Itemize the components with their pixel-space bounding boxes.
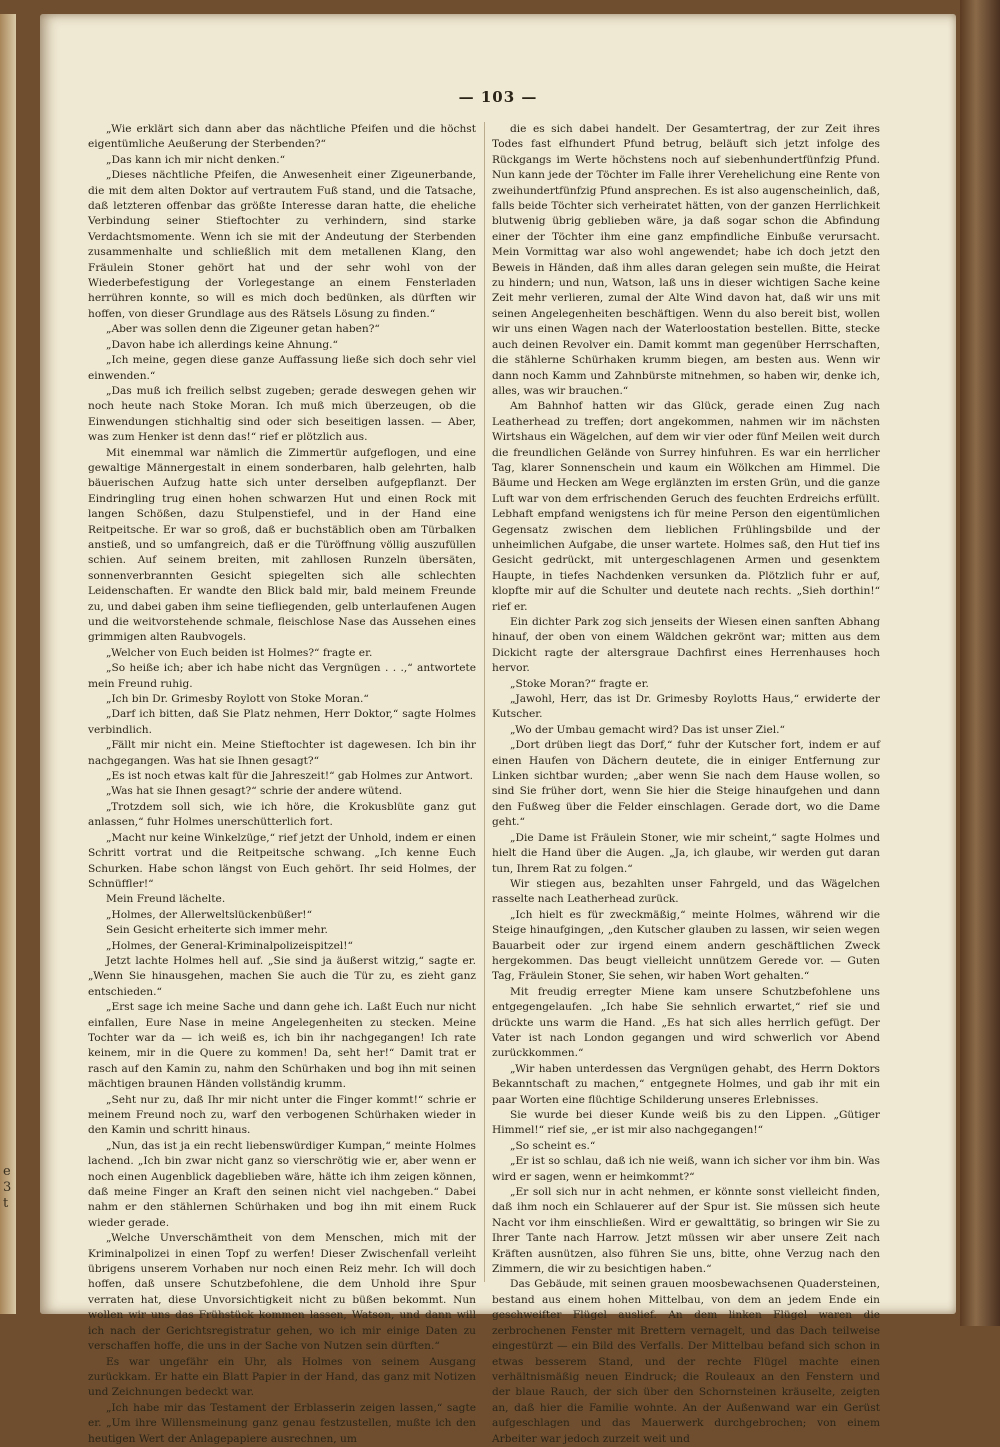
paragraph: Mit freudig erregter Miene kam unsere Schutzbefohlene uns entgegengelaufen. „Ich habe Sie sehnlich erwartet,“ rief sie und drückte uns warm die Hand. „Es hat sich alles herrlich gefügt. Der Vater ist nach London gegangen und wird schwerlich vor Abend zurückkommen.“ [492, 985, 880, 1060]
paragraph: „Darf ich bitten, daß Sie Platz nehmen, Herr Doktor,“ sagte Holmes verbindlich. [88, 708, 476, 736]
paragraph: „Davon habe ich allerdings keine Ahnung.“ [106, 338, 338, 351]
gutter-strip [0, 14, 16, 1314]
paragraph: „Ich bin Dr. Grimesby Roylott von Stoke Moran.“ [106, 693, 369, 706]
gutter-letter: t [3, 1196, 9, 1211]
paragraph: „Holmes, der General-Kriminalpolizeispitzel!“ [106, 939, 353, 952]
paragraph: „Erst sage ich meine Sache und dann gehe ich. Laßt Euch nur nicht einfallen, Eure Nase in meine Angelegenheiten zu stecken. Meine Tochter war da — ich weiß es, ich bin ihr nachgegangen! Ich rate keinem, mir in die Quere zu kommen! Da, seht her!“ Damit trat er rasch auf den Kamin zu, nahm den Schürhaken und bog ihn mit seinen mächtigen braunen Händen vollständig krumm. [88, 1001, 476, 1091]
paragraph: Mein Freund lächelte. [106, 893, 226, 906]
paragraph: „Aber was sollen denn die Zigeuner getan haben?“ [106, 323, 380, 336]
paragraph: „Fällt mir nicht ein. Meine Stieftochter ist dagewesen. Ich bin ihr nachgegangen. Was hat sie Ihnen gesagt?“ [88, 739, 476, 767]
paragraph: „Die Dame ist Fräulein Stoner, wie mir scheint,“ sagte Holmes und hielt die Hand über die Augen. „Ja, ich glaube, wir werden gut daran tun, Ihrem Rat zu folgen.“ [492, 831, 880, 875]
paragraph: Wir stiegen aus, bezahlten unser Fahrgeld, und das Wägelchen rasselte nach Leatherhead zurück. [492, 877, 880, 906]
paragraph: Am Bahnhof hatten wir das Glück, gerade einen Zug nach Leatherhead zu treffen; dort angekommen, nahmen wir im nächsten Wirtshaus ein Wägelchen, auf dem wir vier oder fünf Meilen weit durch die freundlichen Gelände von Surrey hinfuhren. Es war ein herrlicher Tag, klarer Sonnenschein und kaum ein Wölkchen am Himmel. Die Bäume und Hecken am Wege erglänzten im ersten Grün, und die ganze Luft war von dem erfrischenden Geruch des feuchten Erdreichs erfüllt. Lebhaft empfand wenigstens ich für meine Person den eigentümlichen Gegensatz zwischen dem lieblichen Frühlingsbilde und der unheimlichen Aufgabe, die unser wartete. Holmes saß, den Hut tief ins Gesicht gedrückt, mit untergeschlagenen Armen und gesenktem Haupte, in tiefes Nachdenken versunken da. Plötzlich fuhr er auf, klopfte mir auf die Schulter und deutete nach rechts. „Sieh dorthin!“ rief er. [492, 400, 880, 613]
paragraph: „Jawohl, Herr, das ist Dr. Grimesby Roylotts Haus,“ erwiderte der Kutscher. [492, 693, 880, 721]
paragraph: Das Gebäude, mit seinen grauen moosbewachsenen Quadersteinen, bestand aus einem hohen Mittelbau, von dem an jedem Ende ein geschweifter Flügel auslief. An dem linken Flügel waren die zerbrochenen Fenster mit Brettern vernagelt, und das Dach teilweise eingestürzt — ein Bild des Verfalls. Der Mittelbau befand sich schon in etwas besserem Stand, und der rechte Flügel machte einen verhältnismäßig neuen Eindruck; die Rouleaux an den Fenstern und der blaue Rauch, der sich über den Schornsteinen kräuselte, zeigten an, daß hier die Familie wohnte. An der Außenwand war ein Gerüst aufgeschlagen und das Mauerwerk durchgebrochen; von einem Arbeiter war jedoch zurzeit weit und [492, 1278, 880, 1445]
paragraph: „Was hat sie Ihnen gesagt?“ schrie der andere wütend. [106, 785, 403, 798]
book-page [40, 14, 956, 1445]
left-column [88, 122, 476, 1445]
paragraph: Sein Gesicht erheiterte sich immer mehr. [106, 924, 328, 937]
paragraph: „Welcher von Euch beiden ist Holmes?“ fragte er. [106, 646, 373, 659]
paragraph: Ein dichter Park zog sich jenseits der Wiesen einen sanften Abhang hinauf, der oben von einem Wäldchen gekrönt war; mitten aus dem Dickicht ragte der altersgraue Dachfirst eines Herrenhauses hoch hervor. [492, 616, 880, 675]
paragraph: „Ich hielt es für zweckmäßig,“ meinte Holmes, während wir die Steige hinaufgingen, „den Kutscher glauben zu lassen, wir seien wegen Bauarbeit oder zur irgend einem andern geschäftlichen Zweck hergekommen. Das beugt vielleicht unnützem Gerede vor. — Guten Tag, Fräulein Stoner, Sie sehen, wir haben Wort gehalten.“ [492, 908, 880, 983]
paragraph: „Stoke Moran?“ fragte er. [510, 677, 649, 690]
paragraph: „Seht nur zu, daß Ihr mir nicht unter die Finger kommt!“ schrie er meinem Freund noch zu, warf den verbogenen Schürhaken wieder in den Kamin und schritt hinaus. [88, 1093, 476, 1137]
book-spine [960, 0, 1000, 1326]
paragraph: „Ich habe mir das Testament der Erblasserin zeigen lassen,“ sagte er. „Um ihre Willensmeinung ganz genau festzustellen, mußte ich den heutigen Wert der Anlagepapiere ausrechnen, um [88, 1401, 476, 1445]
paragraph: „So heiße ich; aber ich habe nicht das Vergnügen . . .,“ antwortete mein Freund ruhig. [88, 662, 476, 690]
paragraph: „Er soll sich nur in acht nehmen, er könnte sonst vielleicht finden, daß ihm noch ein Schlauerer auf der Spur ist. Sie müssen sich heute Nacht vor ihm einschließen. Wird er gewalttätig, so bringen wir Sie zu Ihrer Tante nach Harrow. Jetzt müssen wir aber unsere Zeit nach Kräften ausnützen, also führen Sie uns, bitte, ohne Verzug nach den Zimmern, die wir zu besichtigen haben.“ [492, 1186, 880, 1276]
paragraph: „Holmes, der Allerweltslückenbüßer!“ [106, 908, 312, 921]
right-column [492, 122, 880, 1445]
paragraph: „Nun, das ist ja ein recht liebenswürdiger Kumpan,“ meinte Holmes lachend. „Ich bin zwar nicht ganz so vierschrötig wie er, aber wenn er noch einen Augenblick dageblieben wäre, hätte ich ihm zeigen können, daß meine Finger an Kraft den seinen nicht viel nachgeben.“ Dabei nahm er den stählernen Schürhaken und bog ihn mit einem Ruck wieder gerade. [88, 1139, 476, 1229]
paragraph: „Das kann ich mir nicht denken.“ [106, 153, 285, 166]
gutter-letter: e [3, 1164, 11, 1179]
paragraph: „Ich meine, gegen diese ganze Auffassung ließe sich doch sehr viel einwenden.“ [88, 354, 476, 382]
paragraph: „Dort drüben liegt das Dorf,“ fuhr der Kutscher fort, indem er auf einen Haufen von Dächern deutete, die in einiger Entfernung zur Linken sichtbar wurden; „aber wenn Sie nach dem Hause wollen, so sind Sie früher dort, wenn Sie hier die Steige hinaufgehen und dann den Fußweg über die Felder einschlagen. Gerade dort, wo die Dame geht.“ [492, 739, 880, 829]
paragraph: „Welche Unverschämtheit von dem Menschen, mich mit der Kriminalpolizei in einen Topf zu werfen! Dieser Zwischenfall verleiht übrigens unserem Vorhaben nur noch einen Reiz mehr. Ich will doch hoffen, daß unsere Schutzbefohlene, die dem Unhold ihre Spur verraten hat, diese Unvorsichtigkeit nicht zu büßen bekommt. Nun wollen wir uns das Frühstück kommen lassen, Watson, und dann will ich nach der Gerichtsregistratur gehen, wo ich mir einige Daten zu verschaffen hoffe, die uns in der Sache von Nutzen sein dürften.“ [88, 1232, 476, 1353]
paragraph: „Dieses nächtliche Pfeifen, die Anwesenheit einer Zigeunerbande, die mit dem alten Doktor auf vertrautem Fuß stand, und die Tatsache, daß letzteren offenbar das größte Interesse daran hatte, die eheliche Verbindung seiner Stieftochter zu verhindern, sind starke Verdachtsmomente. Wenn ich sie mit der Andeutung der Sterbenden zusammenhalte und schließlich mit dem metallenen Klang, den Fräulein Stoner gehört hat und der sehr wohl von der Wiederbefestigung der Vorlegestange an einem Fensterladen herrühren konnte, so will es mich doch bedünken, als dürften wir hoffen, von dieser Grundlage aus des Rätsels Lösung zu finden.“ [88, 169, 476, 320]
paragraph: „Er ist so schlau, daß ich nie weiß, wann ich sicher vor ihm bin. Was wird er sagen, wenn er heimkommt?“ [492, 1155, 880, 1183]
paragraph: Sie wurde bei dieser Kunde weiß bis zu den Lippen. „Gütiger Himmel!“ rief sie, „er ist mir also nachgegangen!“ [492, 1109, 880, 1137]
page-number: — 103 — [458, 88, 538, 106]
column-divider [484, 122, 485, 1282]
paragraph: „Wo der Umbau gemacht wird? Das ist unser Ziel.“ [510, 723, 785, 736]
gutter-letter: 3 [3, 1180, 12, 1195]
paragraph: Jetzt lachte Holmes hell auf. „Sie sind ja äußerst witzig,“ sagte er. „Wenn Sie hinausgehen, machen Sie auch die Tür zu, es zieht ganz entschieden.“ [88, 954, 476, 998]
paragraph: Mit einemmal war nämlich die Zimmertür aufgeflogen, und eine gewaltige Männergestalt in einem sonderbaren, halb gelehrten, halb bäuerischen Aufzug hatte sich unter derselben aufgepflanzt. Der Eindringling trug einen hohen schwarzen Hut und einen Rock mit langen Schößen, dazu Stulpenstiefel, und in der Hand eine Reitpeitsche. Er war so groß, daß er buchstäblich oben am Türbalken anstieß, und so umfangreich, daß er die Türöffnung völlig auszufüllen schien. Auf seinem breiten, mit zahllosen Runzeln übersäten, sonnenverbrannten Gesicht spiegelten sich alle schlechten Leidenschaften. Er wandte den Blick bald mir, bald meinem Freunde zu, und dabei gaben ihm seine tiefliegenden, gelb unterlaufenen Augen und die weitvorstehende schmale, fleischlose Nase das Aussehen eines grimmigen alten Raubvogels. [88, 446, 476, 644]
paragraph: „Wie erklärt sich dann aber das nächtliche Pfeifen und die höchst eigentümliche Aeußerung der Sterbenden?“ [88, 123, 476, 151]
paragraph: die es sich dabei handelt. Der Gesamtertrag, der zur Zeit ihres Todes fast elfhundert Pfund betrug, beläuft sich jetzt infolge des Rückgangs im Werte höchstens noch auf siebenhundertfünfzig Pfund. Nun kann jede der Töchter im Falle ihrer Verehelichung eine Rente von zweihundertfünfzig Pfund ansprechen. Es ist also augenscheinlich, daß, falls beide Töchter sich verheiratet hätten, von der ganzen Herrlichkeit blutwenig übrig geblieben wäre, ja daß sogar schon die Abfindung einer der Töchter ihm eine ganz empfindliche Einbuße verursacht. Mein Vormittag war also wohl angewendet; habe ich doch jetzt den Beweis in Händen, daß ihm alles daran gelegen sein mußte, die Heirat zu hindern; und nun, Watson, laß uns in dieser wichtigen Sache keine Zeit mehr verlieren, zumal der Alte Wind davon hat, daß wir uns mit seinen Angelegenheiten beschäftigen. Wenn du also bereit bist, wollen wir uns einen Wagen nach der Waterloostation bestellen. Bitte, stecke auch deinen Revolver ein. Damit kommt man gegenüber Herrschaften, die stählerne Schürhaken krumm biegen, am besten aus. Wenn wir dann noch Kamm und Zahnbürste mitnehmen, so haben wir, denke ich, alles, was wir brauchen.“ [492, 123, 880, 397]
paragraph: „So scheint es.“ [510, 1139, 596, 1152]
paragraph: „Macht nur keine Winkelzüge,“ rief jetzt der Unhold, indem er einen Schritt vortrat und die Reitpeitsche schwang. „Ich kenne Euch Schurken. Habe schon längst von Euch gehört. Ihr seid Holmes, der Schnüffler!“ [88, 831, 476, 890]
paragraph: „Es ist noch etwas kalt für die Jahreszeit!“ gab Holmes zur Antwort. [106, 770, 474, 783]
paragraph: „Das muß ich freilich selbst zugeben; gerade deswegen gehen wir noch heute nach Stoke Moran. Ich muß mich überzeugen, ob die Einwendungen stichhaltig sind oder sich beseitigen lassen. — Aber, was zum Henker ist denn das!“ rief er plötzlich aus. [88, 384, 476, 444]
paragraph: „Wir haben unterdessen das Vergnügen gehabt, des Herrn Doktors Bekanntschaft zu machen,“ entgegnete Holmes, und gab ihr mit ein paar Worten eine flüchtige Schilderung unseres Erlebnisses. [492, 1062, 880, 1106]
paragraph: „Trotzdem soll sich, wie ich höre, die Krokusblüte ganz gut anlassen,“ fuhr Holmes unerschütterlich fort. [88, 800, 476, 829]
paragraph: Es war ungefähr ein Uhr, als Holmes von seinem Ausgang zurückkam. Er hatte ein Blatt Papier in der Hand, das ganz mit Notizen und Zeichnungen bedeckt war. [88, 1355, 476, 1399]
